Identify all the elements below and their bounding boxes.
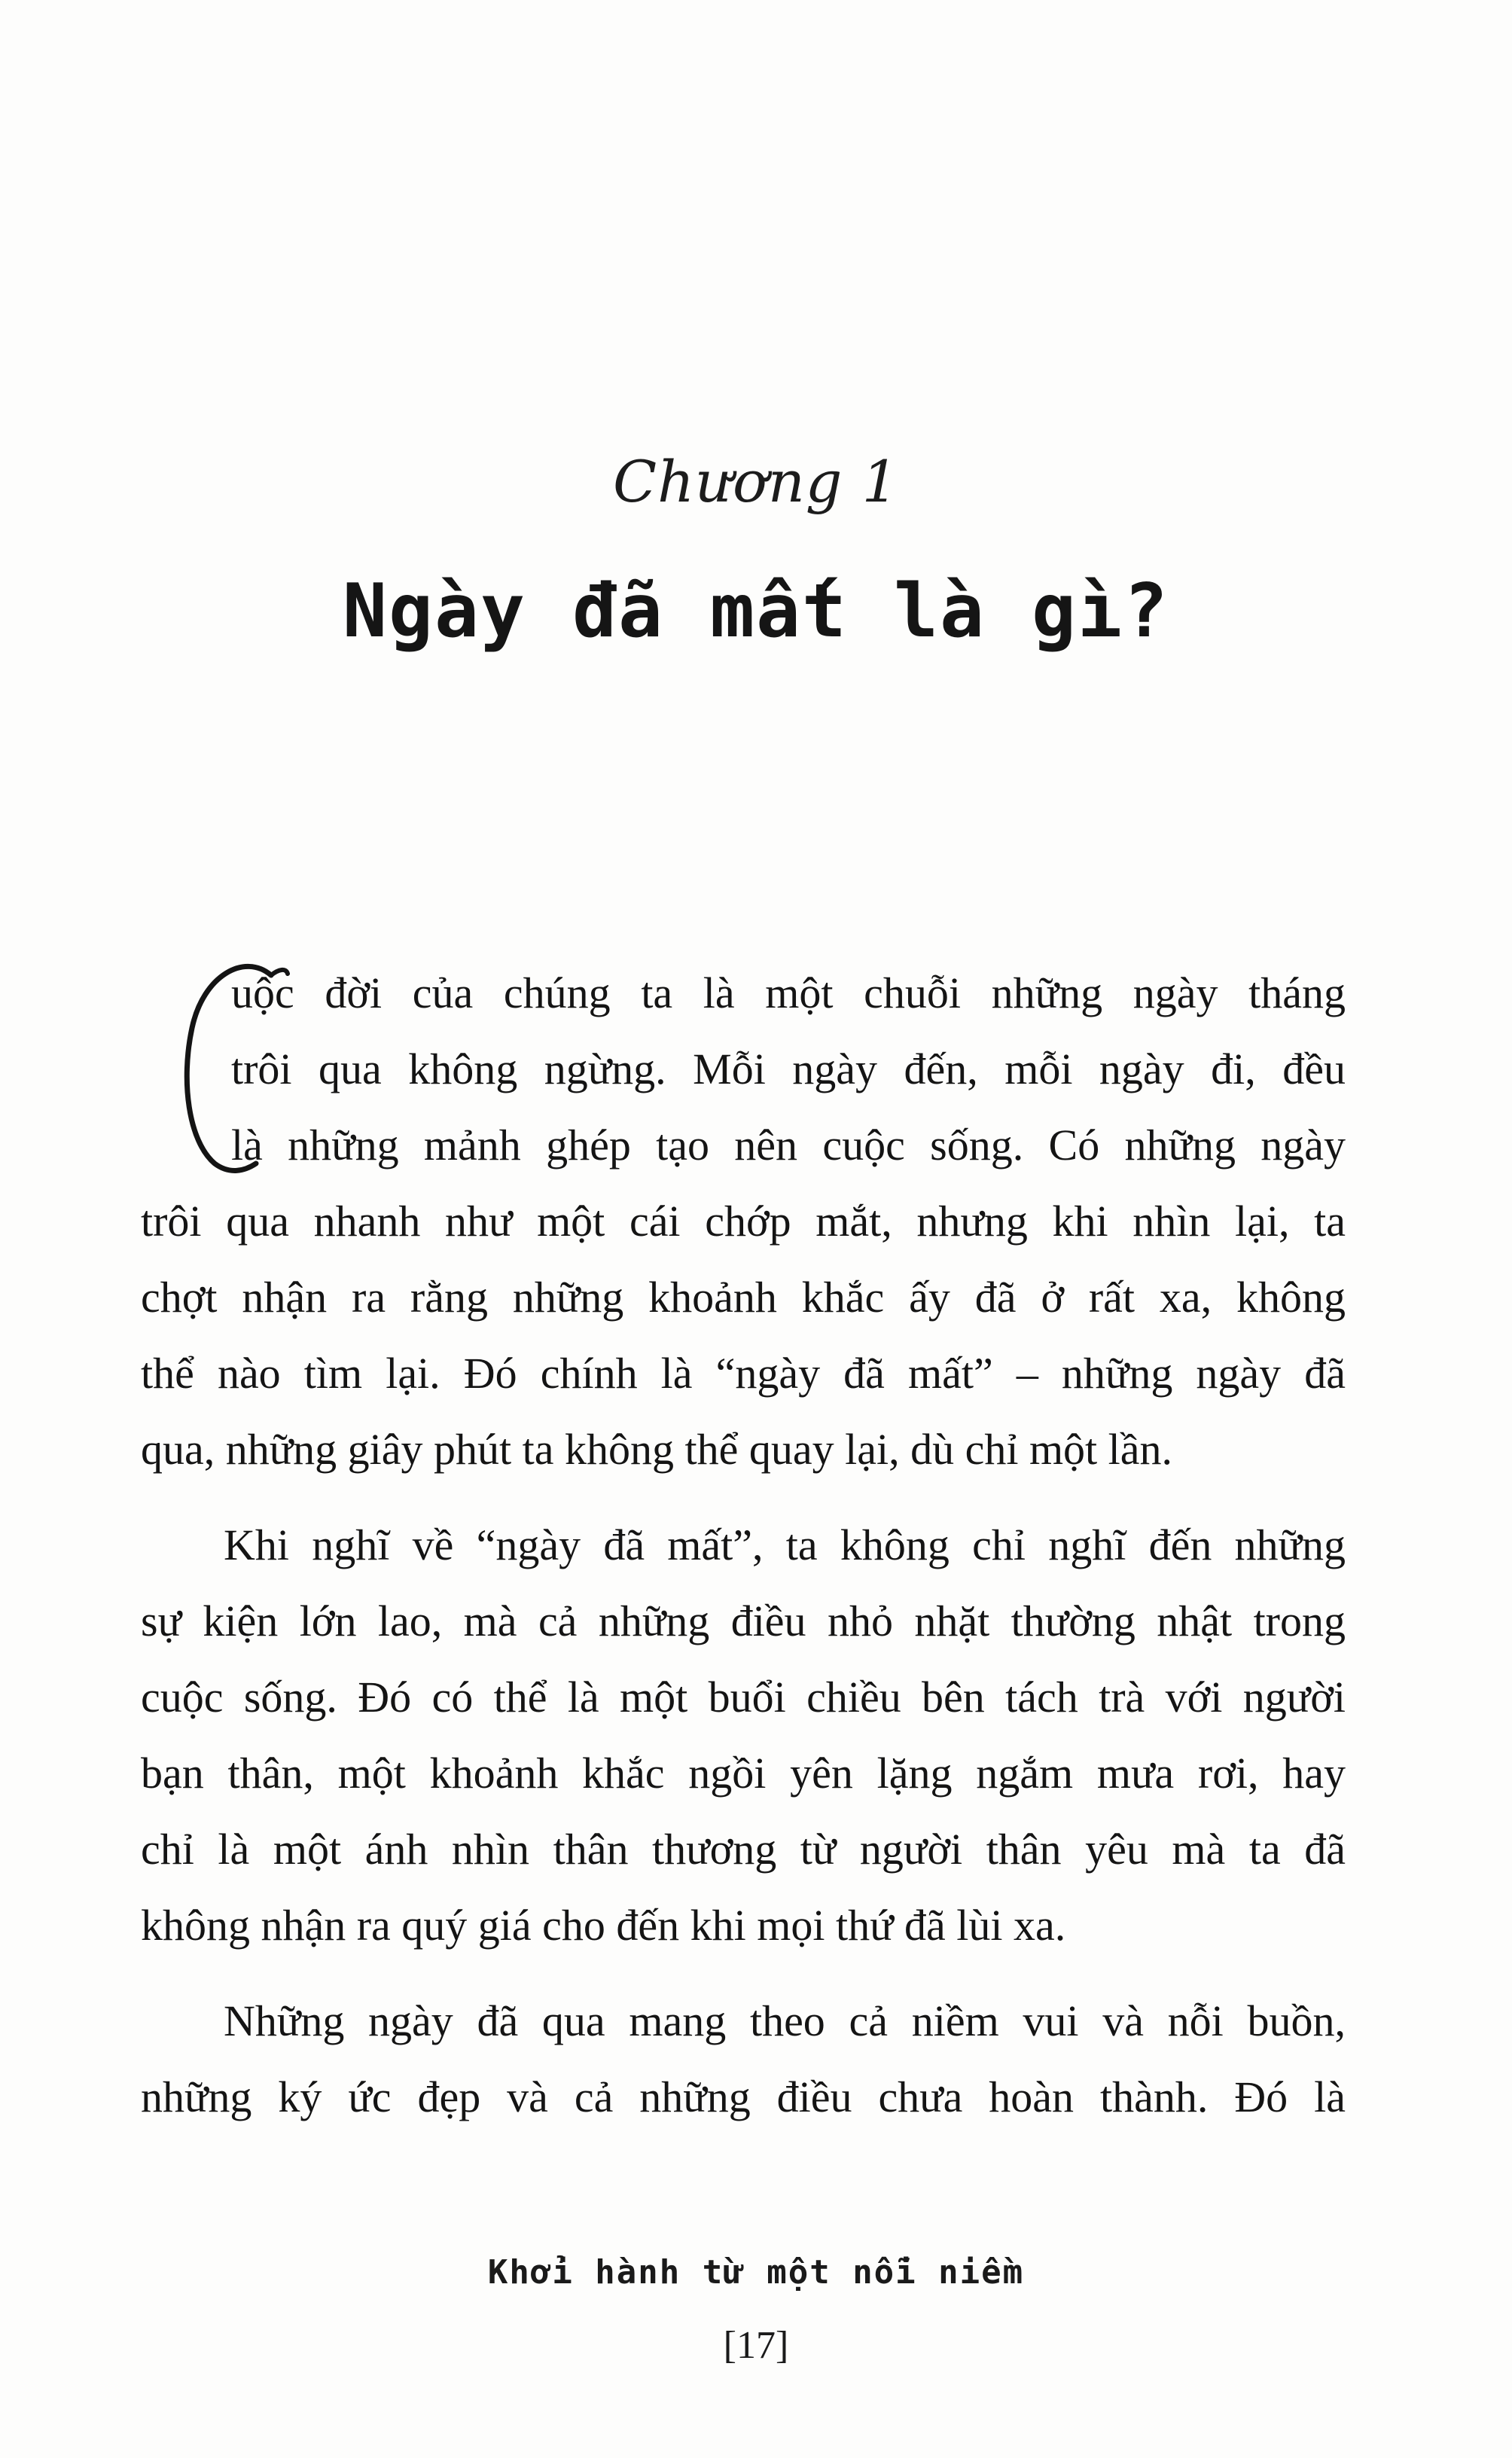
- line: là những mảnh ghép tạo nên cuộc sống. Có những ngày: [231, 1121, 1346, 1170]
- page-number: [17]: [723, 2324, 789, 2367]
- running-footer-title: Khởi hành từ một nỗi niềm: [487, 2253, 1025, 2292]
- line: trôi qua không ngừng. Mỗi ngày đến, mỗi ngày đi, đều: [231, 1044, 1346, 1093]
- paragraph-1: [141, 955, 1346, 1183]
- line: những ký ức đẹp và cả những điều chưa hoàn thành. Đó là: [141, 2072, 1346, 2121]
- chapter-label: Chương 1: [613, 448, 899, 515]
- line: chỉ là một ánh nhìn thân thương từ người thân yêu mà ta đã: [141, 1825, 1346, 1874]
- paragraph-1-end: [141, 1411, 1346, 1487]
- line: Khi nghĩ về “ngày đã mất”, ta không chỉ nghĩ đến những: [224, 1520, 1346, 1569]
- line: uộc đời của chúng ta là một chuỗi những ngày tháng: [231, 968, 1346, 1017]
- paragraph-1-continued: [141, 1183, 1346, 1411]
- line: sự kiện lớn lao, mà cả những điều nhỏ nhặt thường nhật trong: [141, 1596, 1346, 1645]
- line: trôi qua nhanh như một cái chớp mắt, nhưng khi nhìn lại, ta: [141, 1197, 1346, 1246]
- body-text: [141, 955, 1346, 2155]
- line: chợt nhận ra rằng những khoảnh khắc ấy đã ở rất xa, không: [141, 1273, 1346, 1322]
- line: Những ngày đã qua mang theo cả niềm vui và nỗi buồn,: [224, 1996, 1346, 2045]
- line: thể nào tìm lại. Đó chính là “ngày đã mất” – những ngày đã: [141, 1349, 1346, 1398]
- line: cuộc sống. Đó có thể là một buổi chiều bên tách trà với người: [141, 1673, 1346, 1722]
- line: bạn thân, một khoảnh khắc ngồi yên lặng ngắm mưa rơi, hay: [141, 1749, 1346, 1798]
- chapter-title: Ngày đã mất là gì?: [342, 569, 1170, 654]
- paragraph-2: [141, 1507, 1346, 1887]
- line: không nhận ra quý giá cho đến khi mọi thứ đã lùi xa.: [141, 1901, 1066, 1950]
- paragraph-2-end: [141, 1887, 1346, 1963]
- line: qua, những giây phút ta không thể quay lại, dù chỉ một lần.: [141, 1425, 1173, 1474]
- paragraph-3: [141, 1983, 1346, 2135]
